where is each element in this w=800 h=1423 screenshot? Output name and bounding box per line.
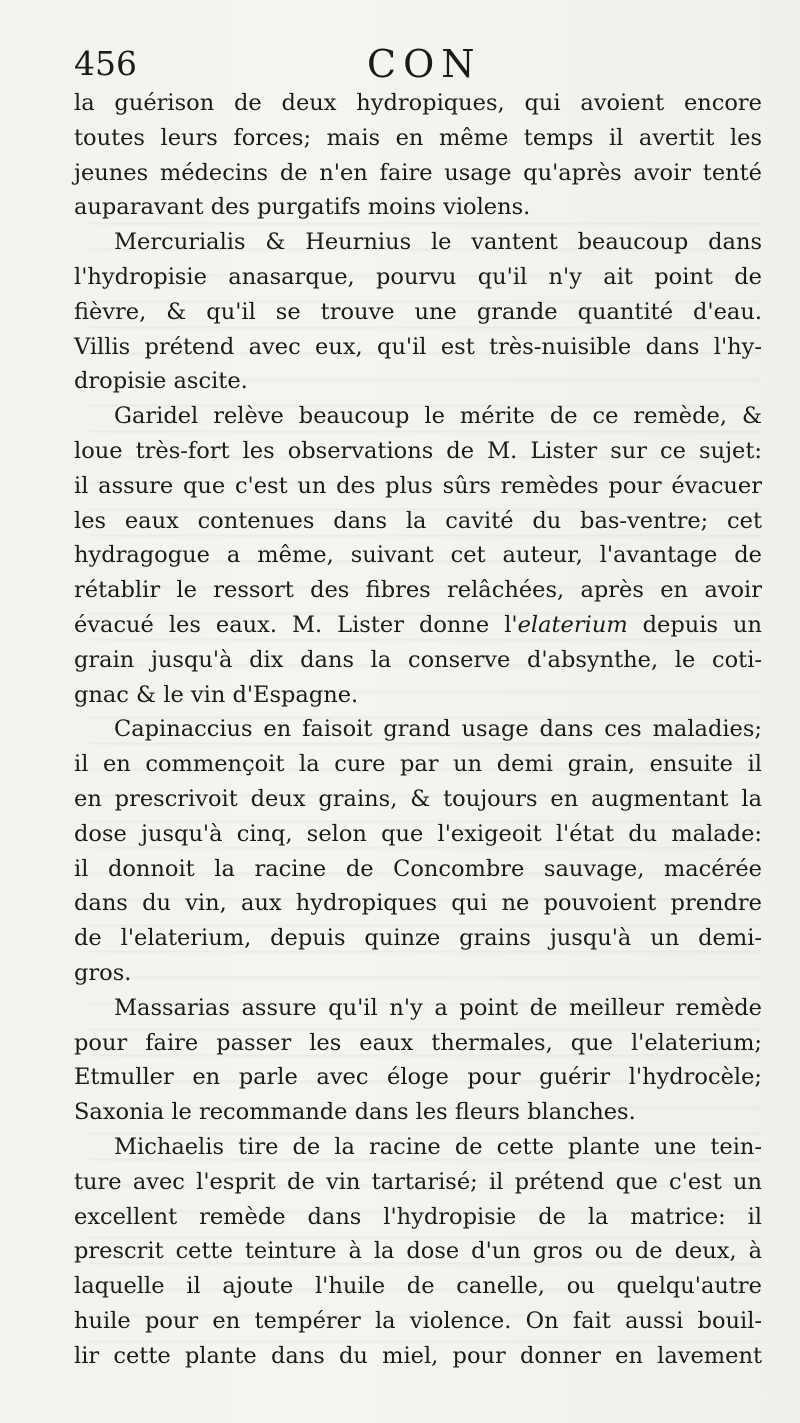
text-line: Villis prétend avec eux, qu'il est très-nuisible dans l'hy- (74, 333, 762, 360)
text-line: laquelle il ajoute l'huile de canelle, ou quelqu'autre (74, 1273, 762, 1300)
text-line: il assure que c'est un des plus sûrs remèdes pour évacuer (74, 472, 762, 499)
text-line: fièvre, & qu'il se trouve une grande quantité d'eau. (74, 298, 762, 325)
text-line: prescrit cette teinture à la dose d'un gros ou de deux, à (74, 1238, 762, 1265)
text-line: il en commençoit la cure par un demi grain, ensuite il (74, 751, 762, 778)
text-line: auparavant des purgatifs moins violens. (74, 194, 531, 221)
text-line: toutes leurs forces; mais en même temps il avertit les (74, 124, 762, 151)
text-line: rétablir le ressort des fibres relâchées, après en avoir (74, 577, 762, 604)
text-line: huile pour en tempérer la violence. On fait aussi bouil- (74, 1307, 762, 1334)
text-line: Saxonia le recommande dans les fleurs blanches. (74, 1099, 636, 1126)
text-line: Michaelis tire de la racine de cette plante une tein- (114, 1133, 762, 1160)
text-line: grain jusqu'à dix dans la conserve d'absynthe, le coti- (74, 646, 762, 673)
text-line: gros. (74, 959, 132, 986)
text-line: Massarias assure qu'il n'y a point de meilleur remède (114, 994, 762, 1021)
text-line: jeunes médecins de n'en faire usage qu'après avoir tenté (74, 159, 762, 186)
page-number: 456 (74, 44, 137, 83)
text-line: dans du vin, aux hydropiques qui ne pouvoient prendre (74, 890, 762, 917)
text-line: dose jusqu'à cinq, selon que l'exigeoit l'état du malade: (74, 820, 762, 847)
text-line: Etmuller en parle avec éloge pour guérir l'hydrocèle; (74, 1064, 762, 1091)
text-line: Garidel relève beaucoup le mérite de ce remède, & (114, 403, 762, 430)
text-line: ture avec l'esprit de vin tartarisé; il prétend que c'est un (74, 1168, 762, 1195)
text-line: la guérison de deux hydropiques, qui avoient encore (74, 90, 762, 116)
text-line: Mercurialis & Heurnius le vantent beaucoup dans (114, 229, 762, 256)
body-text (74, 86, 762, 1373)
text-line: les eaux contenues dans la cavité du bas-ventre; cet (74, 507, 762, 534)
text-line: dropisie ascite. (74, 368, 248, 395)
text-line: Capinaccius en faisoit grand usage dans ces maladies; (114, 716, 762, 743)
text-line: excellent remède dans l'hydropisie de la matrice: il (74, 1203, 762, 1230)
text-line: l'hydropisie anasarque, pourvu qu'il n'y ait point de (74, 263, 762, 290)
text-line: pour faire passer les eaux thermales, que l'elaterium; (74, 1029, 762, 1056)
text-line: loue très-fort les observations de M. Lister sur ce sujet: (74, 437, 762, 464)
text-line: il donnoit la racine de Concombre sauvage, macérée (74, 855, 762, 882)
text-line: lir cette plante dans du miel, pour donner en lavement (74, 1342, 762, 1369)
text-line: gnac & le vin d'Espagne. (74, 681, 359, 708)
running-head: CON (367, 42, 482, 86)
text-line: évacué les eaux. M. Lister donne l'elaterium depuis un (74, 611, 762, 638)
text-line: de l'elaterium, depuis quinze grains jusqu'à un demi- (74, 925, 762, 952)
text-line: en prescrivoit deux grains, & toujours en augmentant la (74, 785, 762, 812)
text-line: hydragogue a même, suivant cet auteur, l'avantage de (74, 542, 762, 569)
